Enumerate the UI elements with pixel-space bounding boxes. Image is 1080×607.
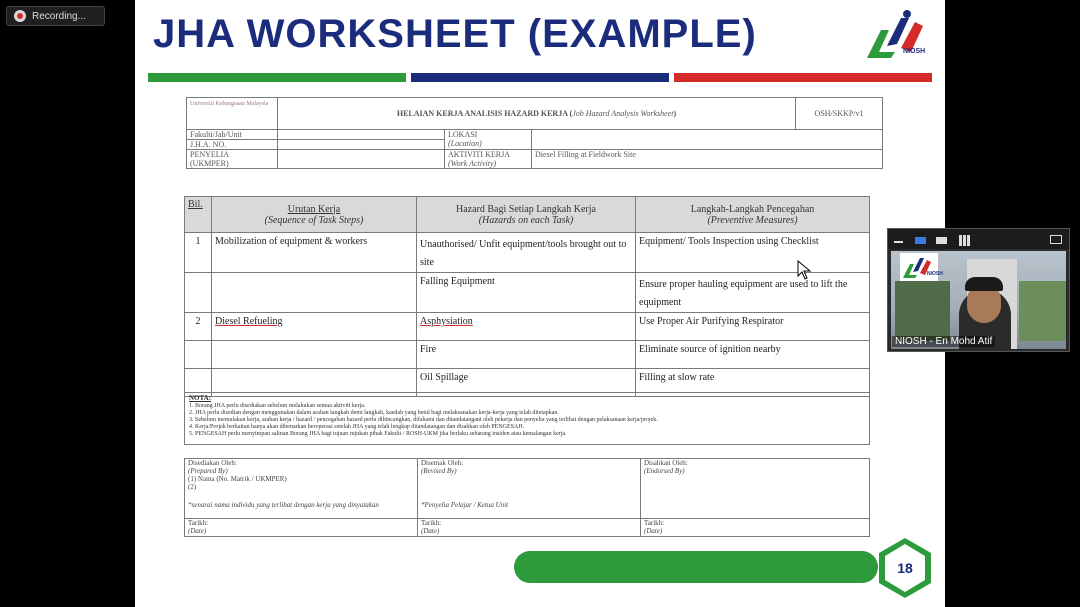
row-hazard: Asphysiation [417, 313, 636, 341]
worksheet-header [186, 97, 883, 169]
row-step: Diesel Refueling [212, 313, 417, 341]
university-logo: Universiti Kebangsaan Malaysia [187, 98, 278, 130]
date-cell: Tarikh: (Date) [185, 519, 418, 537]
reviewed-by-cell: Disemak Oleh: (Revised By) *Penyelia Pelajar / Ketua Unit [418, 459, 641, 519]
nota-heading: NOTA: [189, 394, 212, 402]
table-row [185, 341, 870, 369]
tile-logo-text: NIOSH [927, 271, 943, 277]
grid-view-icon[interactable] [959, 235, 971, 246]
signature-table [184, 458, 870, 537]
presentation-slide [135, 0, 945, 607]
participant-video [891, 251, 1066, 349]
row-measure: Equipment/ Tools Inspection using Checklist [636, 233, 870, 273]
blue-bar [411, 73, 669, 82]
date-cell: Tarikh: (Date) [641, 519, 870, 537]
lokasi-label: LOKASI (Location) [445, 130, 532, 150]
page-number-badge [877, 536, 933, 600]
row-bil [185, 341, 212, 369]
nota-item: 4. Kerja/Projek berkaitan hanya akan dibenarkan beroperasi setelah JHA yang telah lengkap ditandatangan dan disahkan oleh PENGESAH. [189, 424, 525, 430]
participant-name: NIOSH - En Mohd Atif [892, 336, 995, 347]
col-langkah: Langkah-Langkah Pencegahan (Preventive Measures) [636, 197, 870, 233]
niosh-logo-text: NIOSH [903, 48, 926, 55]
row-bil: 1 [185, 233, 212, 273]
penyelia-label: PENYELIA (UKMPER) [187, 150, 278, 169]
row-measure: Eliminate source of ignition nearby [636, 341, 870, 369]
recording-label: Recording... [32, 10, 86, 22]
exit-pip-icon[interactable] [1050, 235, 1062, 244]
table-row [185, 273, 870, 313]
recording-indicator[interactable] [6, 6, 105, 26]
endorsed-by-cell: Disahkan Oleh: (Endorsed By) [641, 459, 870, 519]
aktiviti-value: Diesel Filling at Fieldwork Site [532, 150, 883, 169]
nota-item: 3. Sebelum memulakan kerja, arahan kerja / hazard / pencegahan hazard perlu dibincangkan, difahami dan ditandatangani oleh pekerja dan penyelia yang terlibat dengan pelaksanaan kerja/projek. [189, 417, 658, 423]
jha-no-value [278, 140, 445, 150]
table-row [185, 233, 870, 273]
jha-table [184, 196, 870, 397]
speaker-view-icon[interactable] [915, 237, 926, 244]
lokasi-value [532, 130, 883, 150]
prepared-by-cell: Disediakan Oleh: (Prepared By) (1) Nama (No. Matrik / UKMPER) (2) *senarai nama individu yang terlibat dengan kerja yang dinyatakan [185, 459, 418, 519]
row-step [212, 341, 417, 369]
row-step: Mobilization of equipment & workers [212, 233, 417, 273]
video-tile-toolbar [888, 229, 1069, 249]
worksheet-title: HELAIAN KERJA ANALISIS HAZARD KERJA (Job Hazard Analysis Worksheet) [278, 98, 796, 130]
document-code: OSH/SKKP/v1 [796, 98, 883, 130]
penyelia-value [278, 150, 445, 169]
row-measure: Filling at slow rate [636, 369, 870, 397]
row-hazard: Unauthorised/ Unfit equipment/tools brought out to site [417, 233, 636, 273]
col-bil: Bil. [185, 197, 212, 233]
nota-section [184, 392, 870, 445]
jha-no-label: J.H.A. NO. [187, 140, 278, 150]
mouse-pointer-icon [797, 260, 813, 280]
aktiviti-label: AKTIVITI KERJA (Work Activity) [445, 150, 532, 169]
col-urutan: Urutan Kerja (Sequence of Task Steps) [212, 197, 417, 233]
fakulti-value [278, 130, 445, 140]
slide-title: JHA WORKSHEET (EXAMPLE) [153, 12, 757, 56]
gallery-strip-icon[interactable] [936, 237, 947, 244]
slide-progress-bar [514, 551, 878, 583]
nota-item: 2. JHA perlu disedian dengan menggunakan dalam arahan langkah demi langkah, kaedah yang betul bagi melaksanakan kerja-kerja yang telah ditetapkan. [189, 410, 559, 416]
fakulti-label: Fakulti/Jab/Unit [187, 130, 278, 140]
row-bil [185, 273, 212, 313]
row-hazard: Oil Spillage [417, 369, 636, 397]
green-bar [148, 73, 406, 82]
row-measure: Ensure proper hauling equipment are used to lift the equipment [636, 273, 870, 313]
row-hazard: Falling Equipment [417, 273, 636, 313]
col-hazard: Hazard Bagi Setiap Langkah Kerja (Hazards on each Task) [417, 197, 636, 233]
niosh-logo-icon [861, 8, 937, 64]
record-icon [14, 10, 26, 22]
row-measure: Use Proper Air Purifying Respirator [636, 313, 870, 341]
nota-item: 1. Borang JHA perlu disediakan sebelum melakukan semua aktiviti kerja. [189, 403, 366, 409]
date-cell: Tarikh: (Date) [418, 519, 641, 537]
page-number: 18 [897, 560, 913, 576]
row-step [212, 273, 417, 313]
participant-video-tile[interactable] [887, 228, 1070, 352]
row-bil: 2 [185, 313, 212, 341]
minimize-icon[interactable] [894, 241, 903, 243]
table-row [185, 313, 870, 341]
nota-item: 5. PENGESAH perlu menyimpan salinan Borang JHA bagi tujuan rujukan pihak Fakulti / ROSH-UKM jika berlaku sebarang insiden atau kemalangan kerja. [189, 431, 567, 437]
red-bar [674, 73, 932, 82]
row-hazard: Fire [417, 341, 636, 369]
